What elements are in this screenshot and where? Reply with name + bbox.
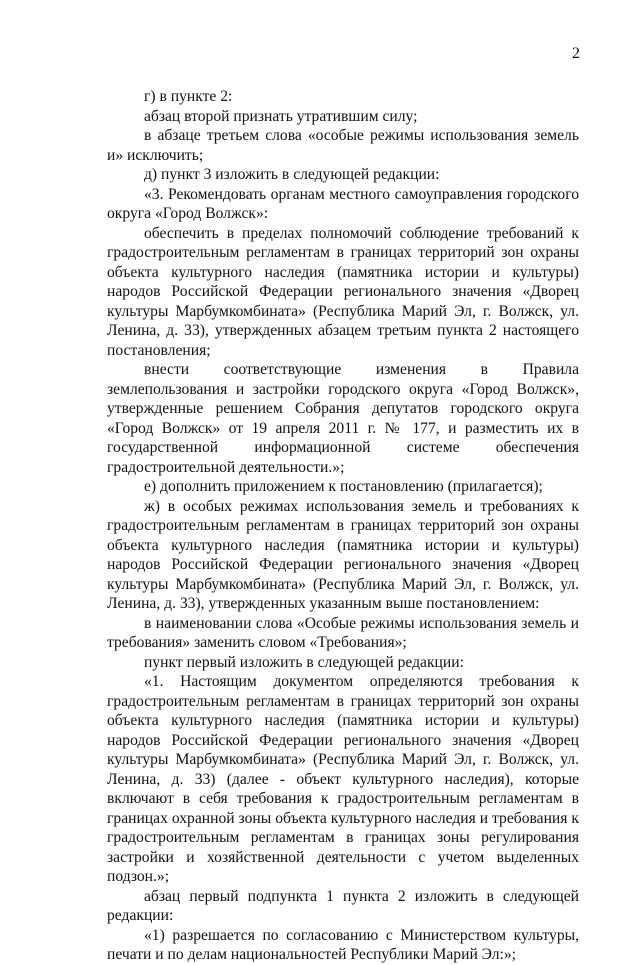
paragraph: г) в пункте 2: [144, 88, 233, 105]
paragraph: «1) разрешается по согласованию с Министерством культуры, печати и по делам национальностей Республики Марий Эл:»; [107, 926, 579, 963]
paragraph: пункт первый изложить в следующей редакции: [144, 653, 464, 671]
paragraph: е) дополнить приложением к постановлению (прилагается); [144, 478, 543, 495]
paragraph: д) пункт 3 изложить в следующей редакции: [144, 166, 440, 183]
paragraph: в наименовании слова «Особые режимы использования земель и требования» заменить словом «Требования»; [107, 614, 579, 651]
paragraph: ж) в особых режимах использования земель и требованиях к градостроительным регламентам в границах территорий зон охраны объекта культурного наследия (памятника истории и культуры) народов Российской Федерации регионального значения «Дворец культуры Марбумкомбината» (Республика Марий Эл, г. Волжск, ул. Ленина, д. 33), утвержденных указанным выше постановлением: [107, 497, 579, 612]
paragraph: обеспечить в пределах полномочий соблюдение требований к градостроительным регламентам в границах территорий зон охраны объекта культурного наследия (памятника истории и культуры) народов Российской Федерации регионального значения «Дворец культуры Марбумкомбината» (Республика Марий Эл, г. Волжск, ул. Ленина, д. 33), утвержденных абзацем третьим пункта 2 настоящего постановления; [107, 224, 579, 359]
paragraph: внести соответствующие изменения в Правила землепользования и застройки городского округа «Город Волжск», утвержденные решением Собрания депутатов городского округа «Город Волжск» от 19 апреля 2011 г. № 177, и разместить их в государственной информационной системе обеспечения градостроительной деятельности.»; [107, 361, 579, 476]
paragraph: в абзаце третьем слова «особые режимы использования земель и» исключить; [107, 127, 579, 164]
page-number: 2 [572, 45, 580, 62]
document-body [107, 87, 579, 965]
paragraph: «3. Рекомендовать органам местного самоуправления городского округа «Город Волжск»: [107, 185, 579, 222]
paragraph: абзац первый подпункта 1 пункта 2 изложить в следующей редакции: [107, 887, 579, 924]
paragraph: абзац второй признать утратившим силу; [144, 107, 418, 125]
paragraph: «1. Настоящим документом определяются требования к градостроительным регламентам в границах территорий зон охраны объекта культурного наследия (памятника истории и культуры) народов Российской Федерации регионального значения «Дворец культуры Марбумкомбината» (Республика Марий Эл, г. Волжск, ул. Ленина, д. 33) (далее - объект культурного наследия), которые включают в себя требования к градостроительным регламентам в границах охранной зоны объекта культурного наследия и требования к градостроительным регламентам в границах зоны регулирования застройки и хозяйственной деятельности с учетом выделенных подзон.»; [107, 673, 579, 885]
